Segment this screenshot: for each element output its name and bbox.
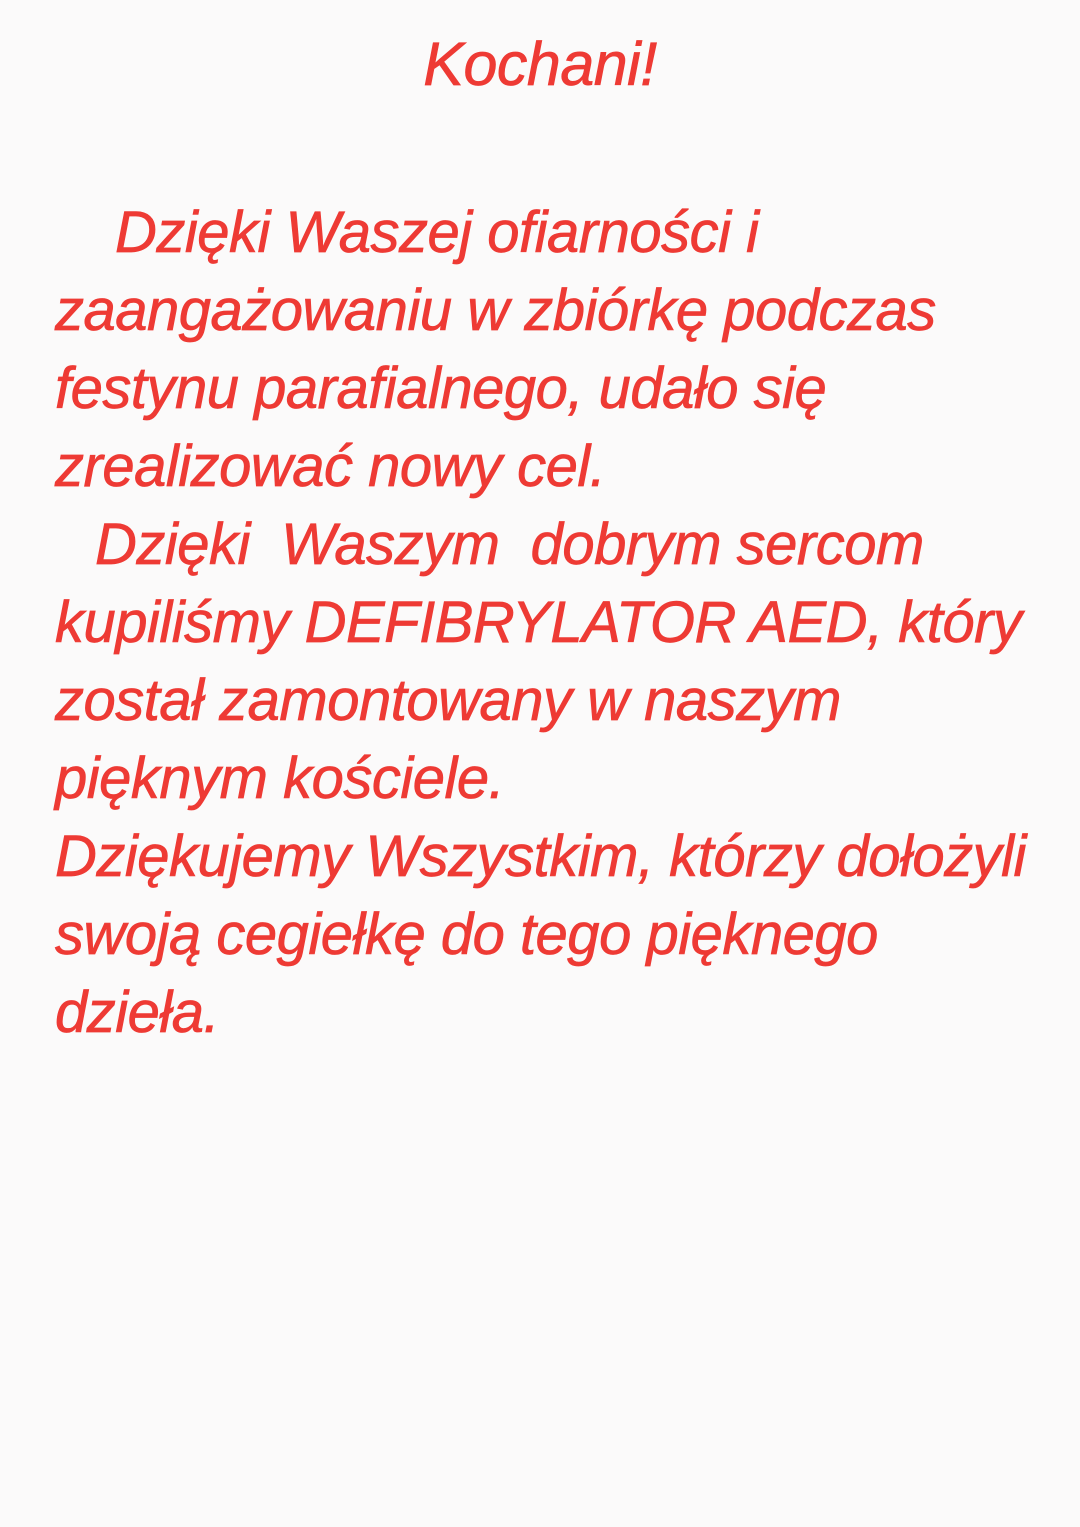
text-line: zaangażowaniu w zbiórkę podczas <box>55 278 936 343</box>
announcement-title: Kochani! <box>423 30 657 98</box>
text-line: dzieła. <box>55 980 220 1045</box>
text-line: Dzięki Waszej ofiarności i <box>115 200 759 265</box>
text-line: Dzięki Waszym dobrym sercom <box>95 512 924 577</box>
text-line: Dziękujemy Wszystkim, którzy dołożyli <box>55 824 1026 889</box>
text-line: swoją cegiełkę do tego pięknego <box>55 902 878 967</box>
text-line: zrealizować nowy cel. <box>55 434 606 499</box>
paragraph-defibrillator <box>55 506 1040 818</box>
paragraph-thanks-collection <box>55 194 1040 506</box>
text-line: został zamontowany w naszym <box>55 668 841 733</box>
text-line: festynu parafialnego, udało się <box>55 356 827 421</box>
paragraph-gratitude <box>55 818 1040 1052</box>
announcement-body <box>55 194 1040 1052</box>
text-line: pięknym kościele. <box>55 746 505 811</box>
text-line: kupiliśmy DEFIBRYLATOR AED, który <box>55 590 1022 655</box>
